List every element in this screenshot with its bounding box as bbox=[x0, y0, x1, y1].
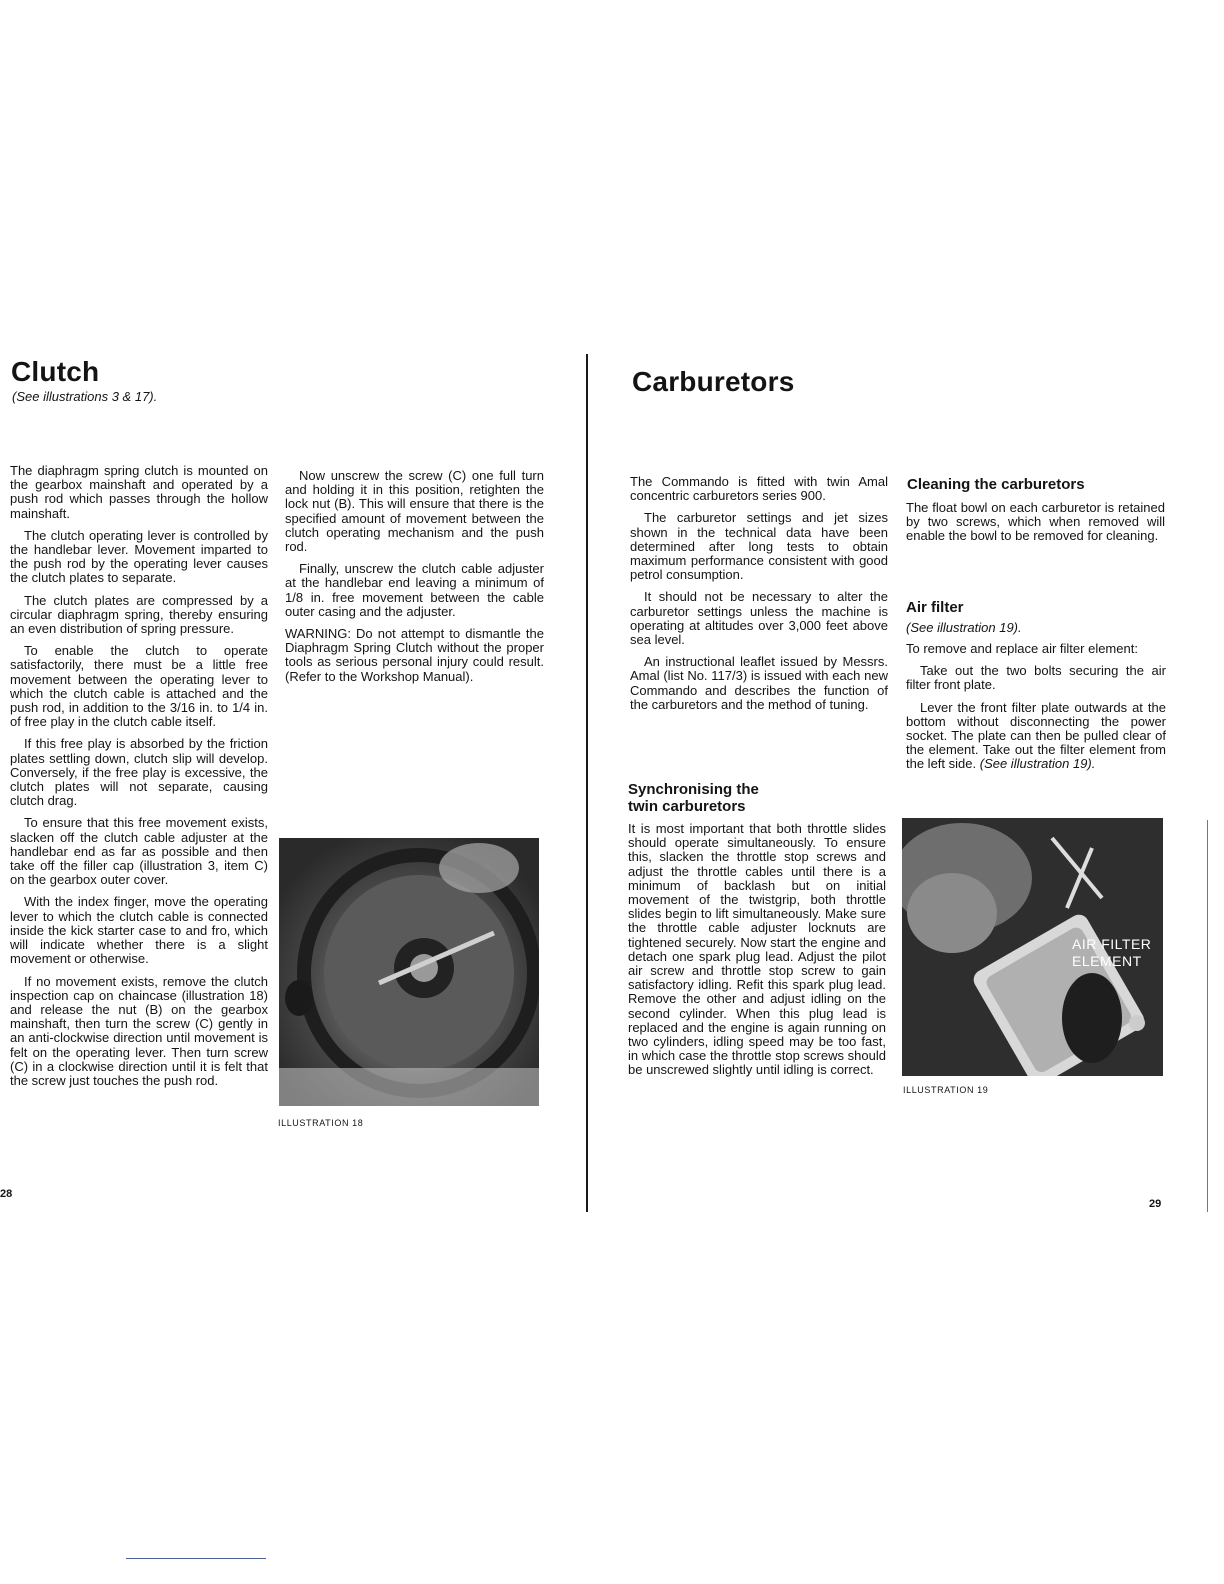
clutch-column-2 bbox=[285, 469, 544, 692]
warning-paragraph: WARNING: Do not attempt to dismantle the Diaphragm Spring Clutch without the proper tools as serious personal injury could result. (Refer to the Workshop Manual). bbox=[285, 626, 544, 684]
carburetors-column-1 bbox=[630, 475, 888, 720]
scan-edge-line bbox=[1207, 820, 1208, 1212]
sync-heading-line-2: twin carburetors bbox=[628, 798, 746, 815]
page-divider bbox=[586, 354, 588, 1212]
paragraph: With the index finger, move the operating lever to which the clutch cable is connected inside the kick starter case to and fro, which will indicate whether there is a slight movement or otherwise. bbox=[10, 894, 268, 967]
paragraph: The clutch operating lever is controlled by the handlebar lever. Movement imparted to the push rod by the operating lever causes the clutch plates to separate. bbox=[10, 527, 268, 586]
paragraph: To remove and replace air filter element: bbox=[906, 641, 1138, 656]
paragraph: Now unscrew the screw (C) one full turn and holding it in this position, retighten the lock nut (B). This will ensure that there is the specified amount of movement between the clutch operating mechanism and the push rod. bbox=[285, 468, 544, 555]
sync-heading-line-1: Synchronising the bbox=[628, 781, 759, 798]
hyperlink-underline bbox=[126, 1558, 266, 1559]
paragraph-text: Lever the front filter plate outwards at the bottom without disconnecting the power socket. The plate can then be pulled clear of the element. Take out the filter element from the left side. bbox=[906, 699, 1166, 772]
sync-column bbox=[628, 822, 886, 1086]
paragraph: If this free play is absorbed by the friction plates settling down, clutch slip will develop. Conversely, if the free play is excessive, the clutch plates will not separate, causing clutch drag. bbox=[10, 736, 268, 809]
paragraph: It should not be necessary to alter the carburetor settings unless the machine is operating at altitudes over 3,000 feet above sea level. bbox=[630, 589, 888, 648]
air-filter-subtitle: (See illustration 19). bbox=[906, 620, 1022, 635]
illustration-18-photo bbox=[279, 838, 539, 1106]
cleaning-column bbox=[906, 501, 1165, 552]
photo-label-line-1: AIR FILTER bbox=[1072, 936, 1152, 952]
paragraph: The Commando is fitted with twin Amal concentric carburetors series 900. bbox=[630, 474, 888, 504]
sync-heading bbox=[628, 781, 759, 815]
paragraph: The clutch plates are compressed by a circular diaphragm spring, thereby ensuring an even distribution of spring pressure. bbox=[10, 592, 268, 637]
paragraph: The carburetor settings and jet sizes shown in the technical data have been determined after long tests to obtain maximum performance consistent with good petrol consumption. bbox=[630, 510, 888, 583]
air-filter-photo-label bbox=[1072, 936, 1151, 970]
clutch-subtitle: (See illustrations 3 & 17). bbox=[12, 389, 158, 404]
paragraph: The diaphragm spring clutch is mounted on the gearbox mainshaft and operated by a push rod which passes through the hollow mainshaft. bbox=[10, 463, 268, 521]
paragraph: Take out the two bolts securing the air filter front plate. bbox=[906, 663, 1166, 693]
paragraph: It is most important that both throttle slides should operate simultaneously. To ensure this, slacken the throttle stop screws and adjust the throttle cables until there is a minimum of backlash but on initial movement of the twistgrip, both throttle slides begin to lift simultaneously. Make sure the throttle cable adjuster locknuts are tightened securely. Now start the engine and detach one spark plug lead. Adjust the pilot air screw and throttle stop screw to gain satisfactory idling. Refit this spark plug lead. Remove the other and adjust idling on the second cylinder. When this plug lead is replaced and the engine is again running on two cylinders, idling speed may be too fast, in which case the throttle stop screws should be unscrewed slightly until idling is correct. bbox=[628, 821, 886, 1078]
paragraph: The float bowl on each carburetor is retained by two screws, which when removed will enable the bowl to be removed for cleaning. bbox=[906, 500, 1165, 544]
illustration-19-photo bbox=[902, 818, 1163, 1076]
cleaning-heading: Cleaning the carburetors bbox=[907, 476, 1085, 493]
carburetors-title: Carburetors bbox=[632, 366, 795, 397]
paragraph: To ensure that this free movement exists, slacken off the clutch cable adjuster at the handlebar end as far as possible and then take off the filler cap (illustration 3, item C) on the gearbox outer cover. bbox=[10, 815, 268, 888]
illustration-reference: (See illustration 19). bbox=[979, 756, 1096, 772]
air-filter-column bbox=[906, 642, 1166, 780]
illustration-19-caption: ILLUSTRATION 19 bbox=[903, 1085, 989, 1095]
page-number-right: 29 bbox=[1149, 1198, 1162, 1210]
paragraph bbox=[906, 701, 1166, 772]
paragraph: To enable the clutch to operate satisfactorily, there must be a little free movement between the operating lever to which the clutch cable is attached and the push rod, in addition to the 3/16 in. to 1/4 in. of free play in the clutch cable itself. bbox=[10, 643, 268, 730]
clutch-photo-graphic bbox=[279, 838, 539, 1106]
paragraph: An instructional leaflet issued by Messrs. Amal (list No. 117/3) is issued with each new Commando and describes the function of the carburetors and the method of tuning. bbox=[630, 654, 888, 712]
clutch-title: Clutch bbox=[11, 356, 100, 387]
air-filter-heading: Air filter bbox=[906, 599, 964, 616]
paragraph: If no movement exists, remove the clutch inspection cap on chaincase (illustration 18) and release the nut (B) on the gearbox mainshaft, then turn the screw (C) gently in an anti-clockwise direction until movement is felt on the operating lever. Then turn screw (C) in a clockwise direction until it is felt that the screw just touches the push rod. bbox=[10, 973, 268, 1088]
page-number-left: 28 bbox=[0, 1188, 13, 1200]
paragraph: Finally, unscrew the clutch cable adjuster at the handlebar end leaving a minimum of 1/8 in. free movement between the cable outer casing and the adjuster. bbox=[285, 561, 544, 619]
illustration-18-caption: ILLUSTRATION 18 bbox=[278, 1118, 364, 1128]
photo-label-line-2: ELEMENT bbox=[1072, 953, 1142, 969]
clutch-column-1 bbox=[10, 464, 268, 1096]
